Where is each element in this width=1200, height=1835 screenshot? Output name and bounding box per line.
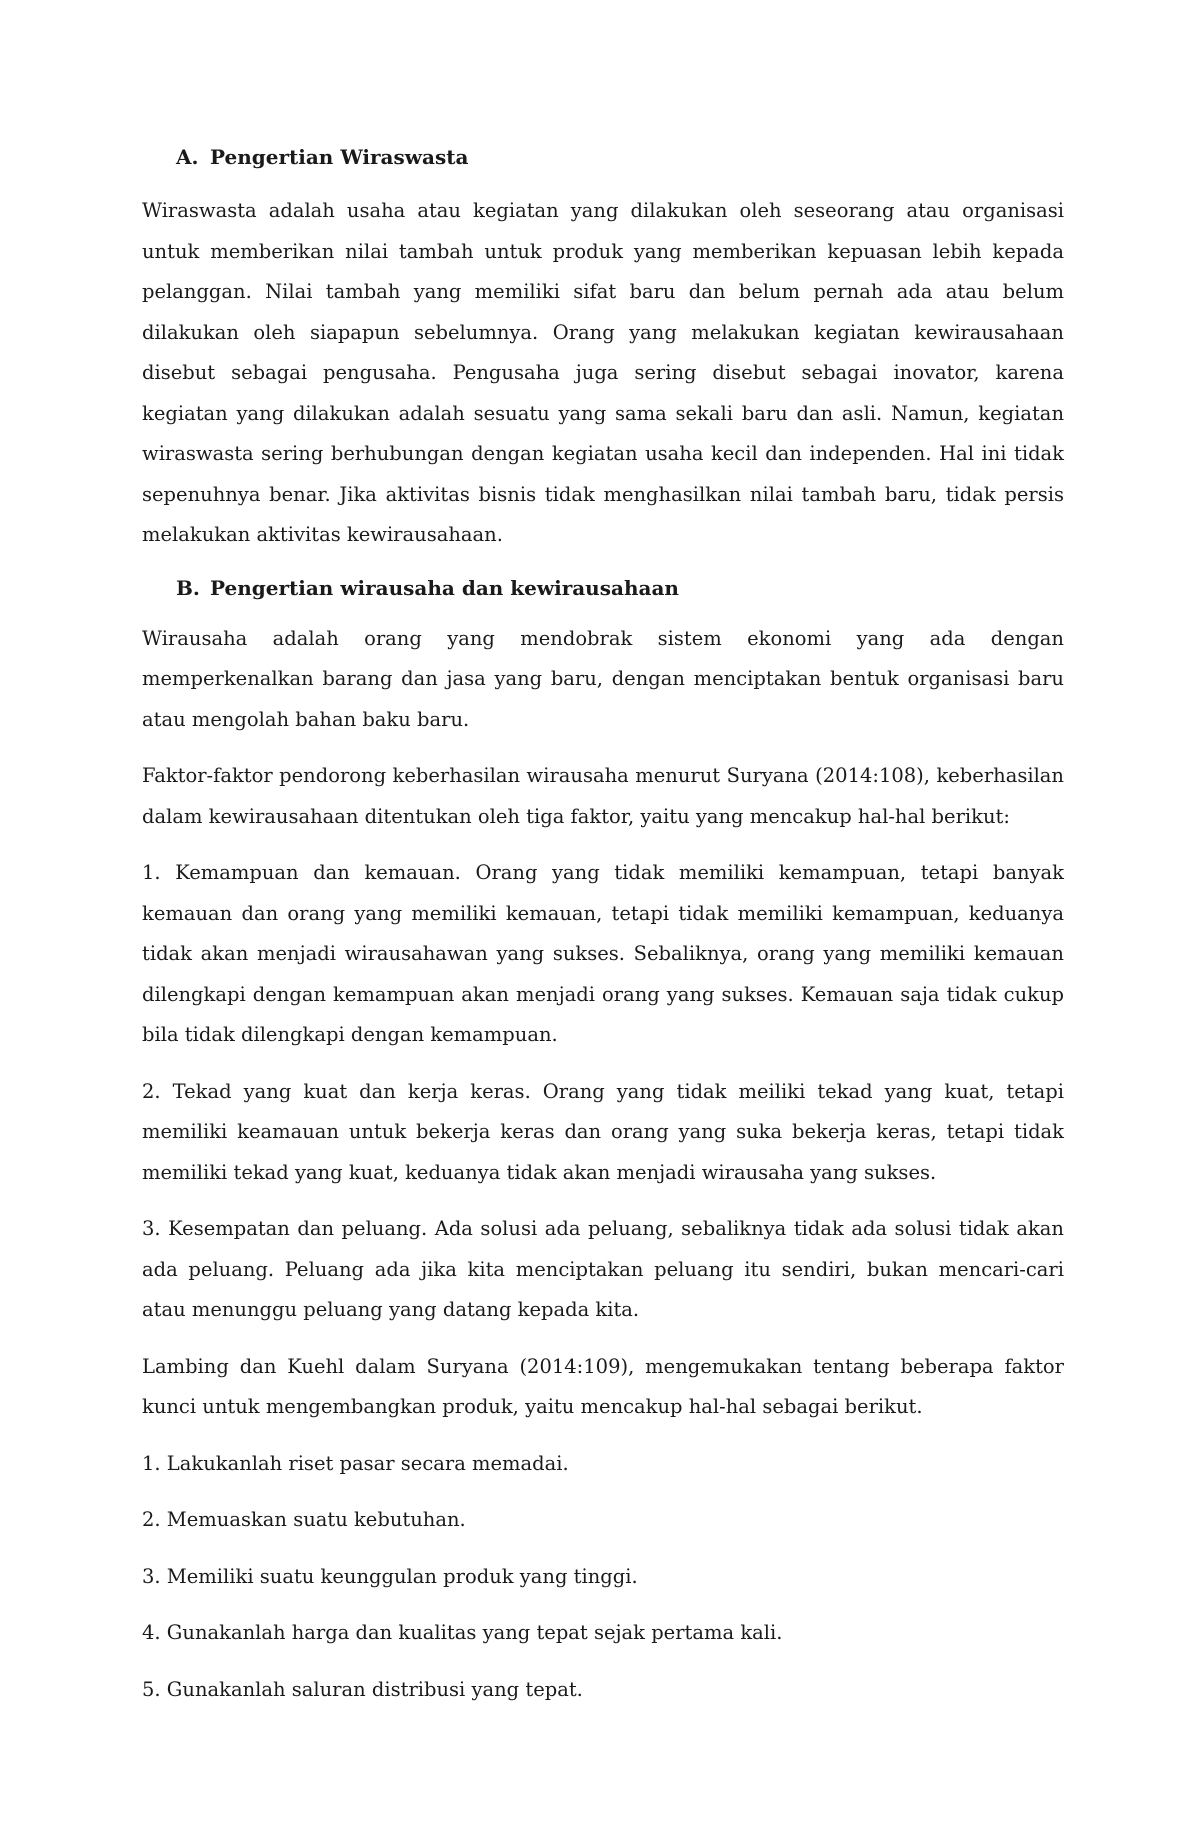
factor-item-3: 3. Kesempatan dan peluang. Ada solusi ada peluang, sebaliknya tidak ada solusi tidak akan ada peluang. Peluang ada jika kita menciptakan peluang itu sendiri, bukan mencari-cari atau menunggu peluang yang datang kepada kita. — [142, 1217, 1064, 1321]
section-a-heading — [142, 142, 1064, 172]
section-a-marker: A. — [176, 145, 199, 169]
section-b-heading — [142, 573, 1064, 603]
key-item-4: 4. Gunakanlah harga dan kualitas yang tepat sejak pertama kali. — [142, 1621, 783, 1644]
section-b-marker: B. — [176, 575, 200, 600]
factors-intro: Faktor-faktor pendorong keberhasilan wirausaha menurut Suryana (2014:108), keberhasilan dalam kewirausahaan ditentukan oleh tiga faktor, yaitu yang mencakup hal-hal berikut: — [142, 764, 1064, 828]
key-item-2: 2. Memuaskan suatu kebutuhan. — [142, 1508, 466, 1531]
key-item-1: 1. Lakukanlah riset pasar secara memadai. — [142, 1451, 569, 1475]
document-page — [142, 142, 1064, 1710]
section-b-title: Pengertian wirausaha dan kewirausahaan — [210, 575, 679, 600]
factor-item-2: 2. Tekad yang kuat dan kerja keras. Orang yang tidak meiliki tekad yang kuat, tetapi memiliki keamauan untuk bekerja keras dan orang yang suka bekerja keras, tetapi tidak memiliki tekad yang kuat, keduanya tidak akan menjadi wirausaha yang sukses. — [142, 1079, 1064, 1184]
key-item-3: 3. Memiliki suatu keunggulan produk yang tinggi. — [142, 1564, 638, 1588]
factor-item-1: 1. Kemampuan dan kemauan. Orang yang tidak memiliki kemampuan, tetapi banyak kemauan dan orang yang memiliki kemauan, tetapi tidak memiliki kemampuan, keduanya tidak akan menjadi wirausahawan yang sukses. Sebaliknya, orang yang memiliki kemauan dilengkapi dengan kemampuan akan menjadi orang yang sukses. Kemauan saja tidak cukup bila tidak dilengkapi dengan kemampuan. — [142, 861, 1064, 1046]
section-a-paragraph: Wiraswasta adalah usaha atau kegiatan yang dilakukan oleh seseorang atau organisasi untuk memberikan nilai tambah untuk produk yang memberikan kepuasan lebih kepada pelanggan. Nilai tambah yang memiliki sifat baru dan belum pernah ada atau belum dilakukan oleh siapapun sebelumnya. Orang yang melakukan kegiatan kewirausahaan disebut sebagai pengusaha. Pengusaha juga sering disebut sebagai inovator, karena kegiatan yang dilakukan adalah sesuatu yang sama sekali baru dan asli. Namun, kegiatan wiraswasta sering berhubungan dengan kegiatan usaha kecil dan independen. Hal ini tidak sepenuhnya benar. Jika aktivitas bisnis tidak menghasilkan nilai tambah baru, tidak persis melakukan aktivitas kewirausahaan. — [142, 199, 1064, 546]
section-b-intro: Wirausaha adalah orang yang mendobrak sistem ekonomi yang ada dengan memperkenalkan barang dan jasa yang baru, dengan menciptakan bentuk organisasi baru atau mengolah bahan baku baru. — [142, 626, 1064, 731]
keys-intro: Lambing dan Kuehl dalam Suryana (2014:109), mengemukakan tentang beberapa faktor kunci untuk mengembangkan produk, yaitu mencakup hal-hal sebagai berikut. — [142, 1354, 1064, 1418]
key-item-5: 5. Gunakanlah saluran distribusi yang tepat. — [142, 1677, 583, 1701]
section-a-title: Pengertian Wiraswasta — [210, 145, 469, 169]
